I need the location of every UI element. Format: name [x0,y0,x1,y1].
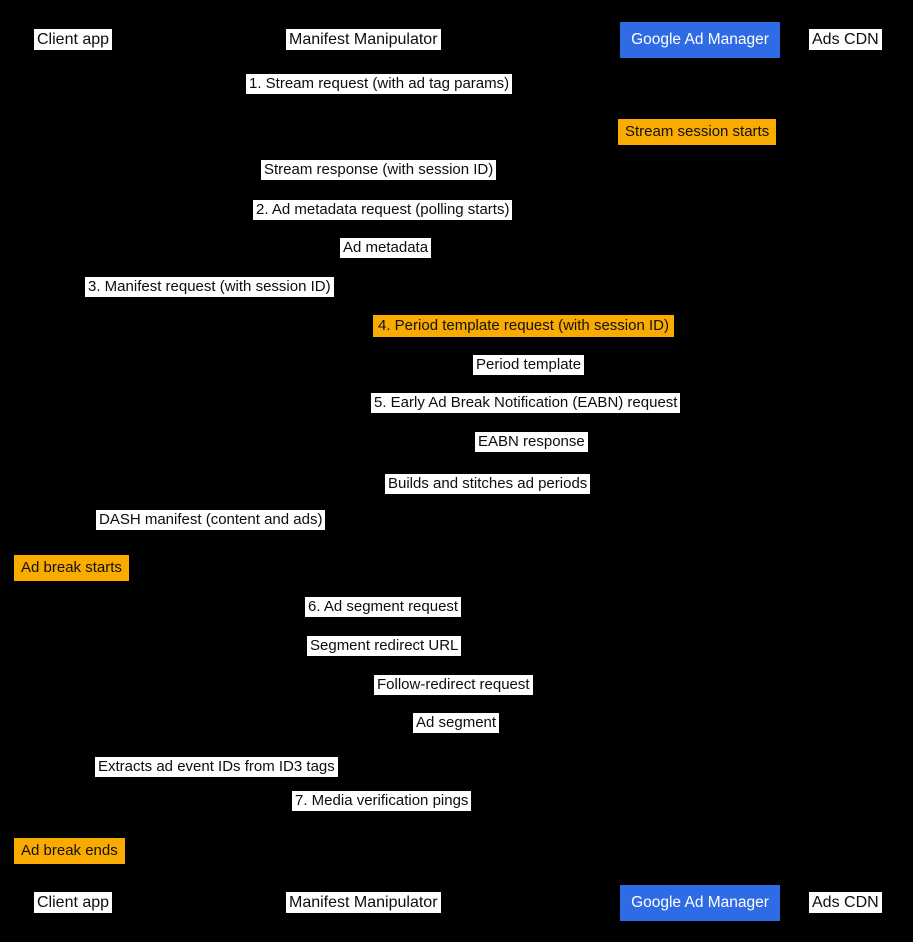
participant-manifest-manipulator-bottom: Manifest Manipulator [286,892,441,913]
participant-google-ad-manager-bottom: Google Ad Manager [620,885,780,921]
message-segment-redirect-url: Segment redirect URL [307,636,461,656]
participant-manifest-manipulator-top: Manifest Manipulator [286,29,441,50]
participant-ads-cdn-bottom: Ads CDN [809,892,882,913]
note-ad-break-ends: Ad break ends [14,838,125,864]
message-eabn-request: 5. Early Ad Break Notification (EABN) request [371,393,680,413]
participant-client-app-bottom: Client app [34,892,112,913]
message-ad-segment: Ad segment [413,713,499,733]
message-builds-stitches: Builds and stitches ad periods [385,474,590,494]
note-stream-session-starts: Stream session starts [618,119,776,145]
participant-client-app-top: Client app [34,29,112,50]
participant-ads-cdn-top: Ads CDN [809,29,882,50]
message-ad-metadata: Ad metadata [340,238,431,258]
message-stream-request: 1. Stream request (with ad tag params) [246,74,512,94]
message-ad-segment-request: 6. Ad segment request [305,597,461,617]
message-eabn-response: EABN response [475,432,588,452]
note-ad-break-starts: Ad break starts [14,555,129,581]
message-extracts-id3: Extracts ad event IDs from ID3 tags [95,757,338,777]
message-media-verification-pings: 7. Media verification pings [292,791,471,811]
participant-google-ad-manager-top: Google Ad Manager [620,22,780,58]
message-manifest-request: 3. Manifest request (with session ID) [85,277,334,297]
message-period-template: Period template [473,355,584,375]
message-follow-redirect-request: Follow-redirect request [374,675,533,695]
message-stream-response: Stream response (with session ID) [261,160,496,180]
message-dash-manifest: DASH manifest (content and ads) [96,510,325,530]
message-period-template-request: 4. Period template request (with session ID) [373,315,674,337]
message-ad-metadata-request: 2. Ad metadata request (polling starts) [253,200,512,220]
